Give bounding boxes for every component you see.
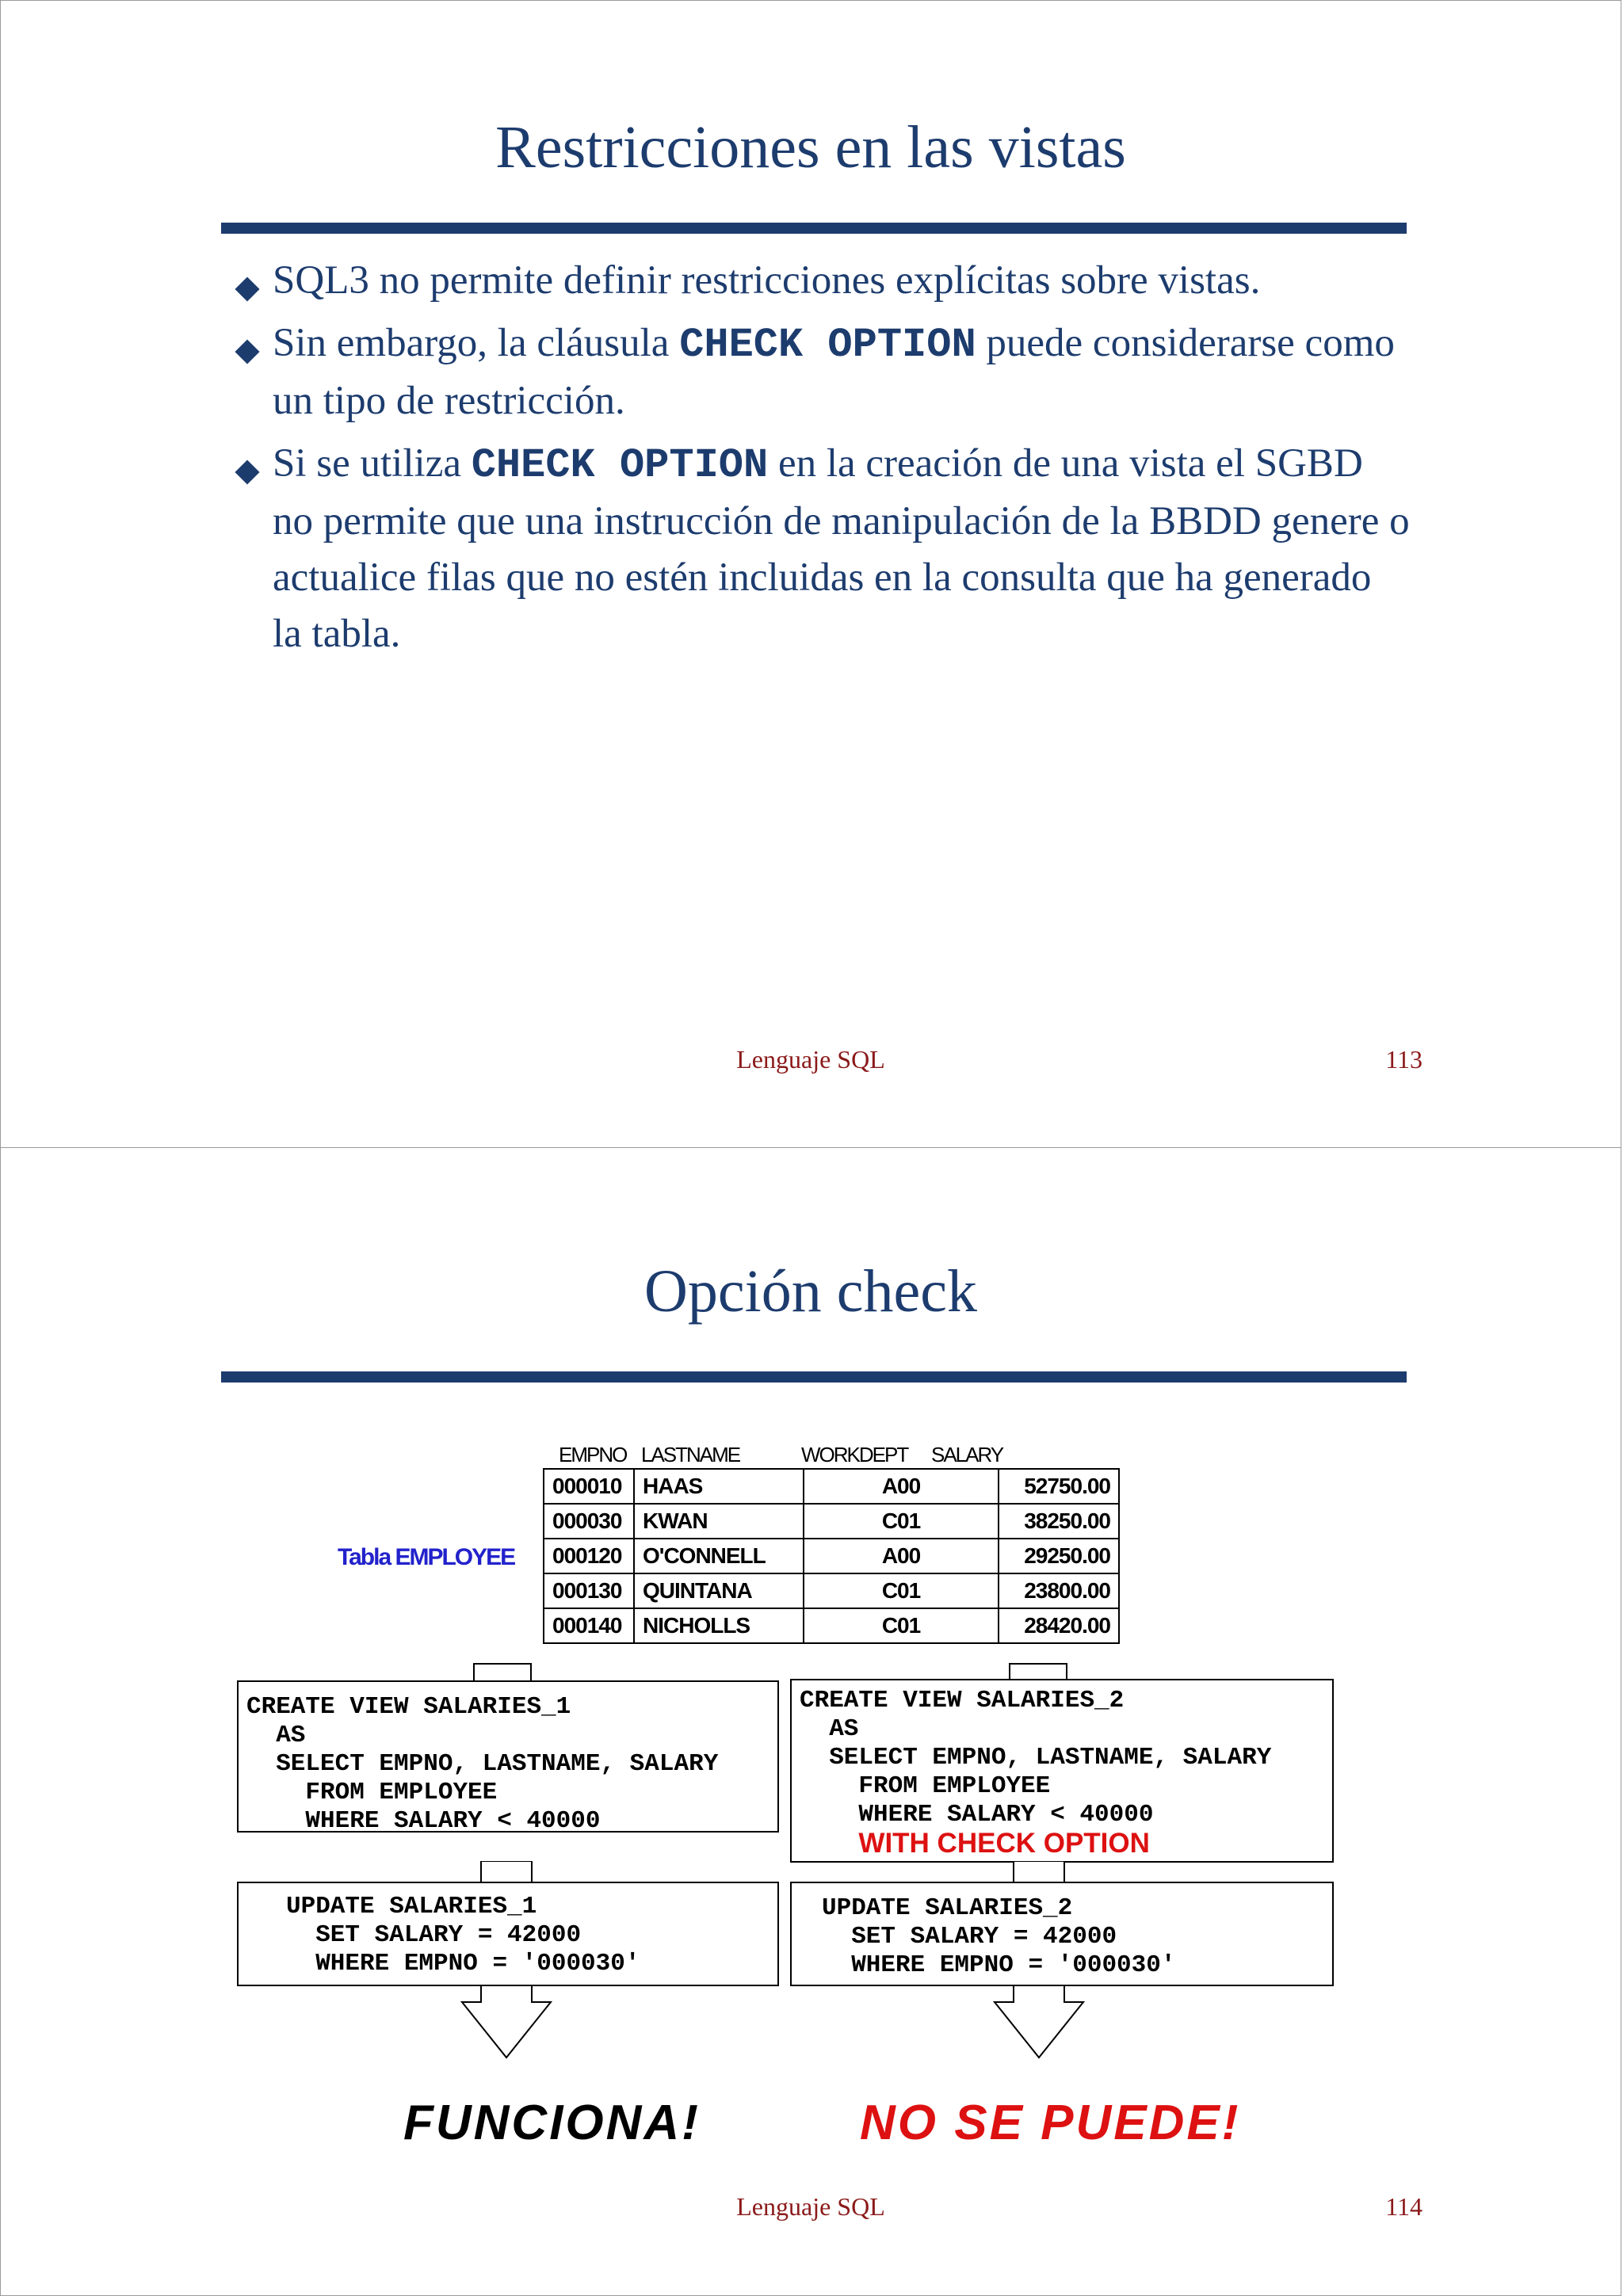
slide-title: Opción check <box>644 1258 977 1325</box>
table-cell: 000130 <box>544 1573 634 1608</box>
table-cell: KWAN <box>634 1504 804 1539</box>
result-success: FUNCIONA! <box>403 2096 701 2150</box>
table-cell: 38250.00 <box>999 1504 1119 1539</box>
footer-text: Lenguaje SQL <box>736 2192 885 2221</box>
column-header: LASTNAME <box>641 1443 740 1466</box>
bullet-text: Sin embargo, la cláusula <box>273 321 680 365</box>
view-2-sql: CREATE VIEW SALARIES_2 AS SELECT EMPNO, LASTNAME, SALARY FROM EMPLOYEE WHERE SALARY < 40000 <box>800 1687 1272 1829</box>
table-row <box>544 1469 1119 1504</box>
table-cell: C01 <box>804 1608 999 1643</box>
table-cell: 28420.00 <box>999 1608 1119 1643</box>
bullet-text: en la creación de una vista el SGBD no permite que una instrucción de manipulación de la BBDD genere o actualice filas que no estén incluidas en la consulta que ha generado la tabla. <box>273 441 1410 656</box>
view-definition-1: CREATE VIEW SALARIES_1 AS SELECT EMPNO, LASTNAME, SALARY FROM EMPLOYEE WHERE SALARY < 40000 <box>237 1680 779 1833</box>
table-cell: O'CONNELL <box>634 1539 804 1573</box>
table-row <box>544 1608 1119 1643</box>
bullet-text: Si se utiliza <box>273 441 472 486</box>
bullet-list <box>237 253 1410 669</box>
table-cell: 000030 <box>544 1504 634 1539</box>
connector-tab <box>473 1663 532 1682</box>
diamond-bullet-icon <box>235 277 259 301</box>
table-cell: 000120 <box>544 1539 634 1573</box>
table-cell: QUINTANA <box>634 1573 804 1608</box>
slide-114 <box>0 1147 1621 2296</box>
table-cell: HAAS <box>634 1469 804 1504</box>
table-cell: 000010 <box>544 1469 634 1504</box>
page-number: 114 <box>1385 2192 1423 2221</box>
table-row <box>544 1504 1119 1539</box>
title-rule <box>221 223 1407 234</box>
bullet-text: SQL3 no permite definir restricciones explícitas sobre vistas. <box>273 258 1261 303</box>
table-cell: 29250.00 <box>999 1539 1119 1573</box>
slide-title: Restricciones en las vistas <box>495 114 1126 181</box>
table-cell: C01 <box>804 1573 999 1608</box>
update-statement-2: UPDATE SALARIES_2 SET SALARY = 42000 WHERE EMPNO = '000030' <box>790 1882 1334 1986</box>
bullet-item <box>237 436 1410 662</box>
table-row <box>544 1573 1119 1608</box>
column-header: SALARY <box>931 1443 1003 1466</box>
diamond-bullet-icon <box>235 460 259 484</box>
table-row <box>544 1539 1119 1573</box>
code-keyword: CHECK OPTION <box>679 322 976 368</box>
connector-tab <box>1009 1663 1067 1680</box>
view-definition-2 <box>790 1679 1334 1863</box>
update-statement-1: UPDATE SALARIES_1 SET SALARY = 42000 WHERE EMPNO = '000030' <box>237 1882 779 1986</box>
page-number: 113 <box>1385 1045 1423 1074</box>
column-header: WORKDEPT <box>801 1443 908 1466</box>
table-cell: A00 <box>804 1469 999 1504</box>
slide-113 <box>0 0 1621 1149</box>
check-option-clause: WITH CHECK OPTION <box>858 1828 1150 1859</box>
table-label: Tabla EMPLOYEE <box>338 1544 515 1570</box>
table-cell: 52750.00 <box>999 1469 1119 1504</box>
table-cell: 23800.00 <box>999 1573 1119 1608</box>
code-keyword: CHECK OPTION <box>471 442 769 489</box>
bullet-item <box>237 253 1410 309</box>
table-cell: NICHOLLS <box>634 1608 804 1643</box>
bullet-text: puede considerarse como un tipo de restricción. <box>273 321 1395 423</box>
table-cell: 000140 <box>544 1608 634 1643</box>
footer-text: Lenguaje SQL <box>736 1045 885 1074</box>
table-cell: C01 <box>804 1504 999 1539</box>
diamond-bullet-icon <box>235 339 259 364</box>
bullet-item <box>237 315 1410 429</box>
column-header: EMPNO <box>559 1443 627 1466</box>
result-error: NO SE PUEDE! <box>860 2096 1241 2150</box>
employee-table <box>543 1468 1120 1644</box>
title-rule <box>221 1371 1407 1383</box>
table-cell: A00 <box>804 1539 999 1573</box>
